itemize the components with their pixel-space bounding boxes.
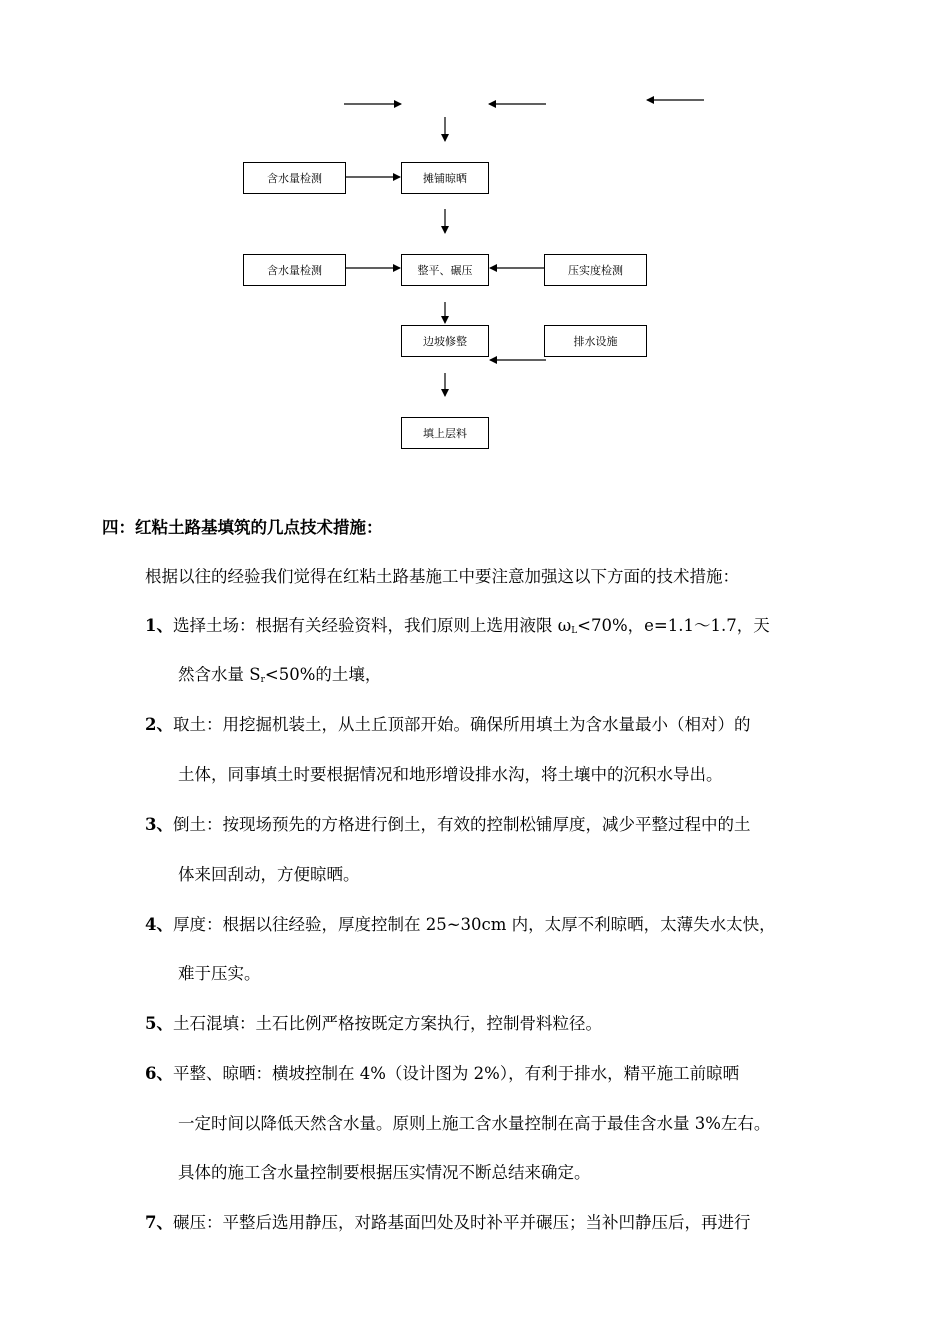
- item-3-line-1: [145, 814, 750, 836]
- item-2-number: 2、: [145, 715, 173, 734]
- item-7-number: 7、: [145, 1213, 173, 1232]
- item-2-text-1: 取土：用挖掘机装土，从土丘顶部开始。确保所用填土为含水量最小（相对）的: [172, 715, 751, 734]
- item-5-number: 5、: [145, 1014, 173, 1033]
- item-2-line-1: [145, 714, 750, 736]
- item-6-line-1: [145, 1063, 739, 1085]
- item-1-number: 1、: [145, 616, 173, 635]
- box-spread-dry: 摊铺晾晒: [401, 162, 489, 194]
- box-drainage: 排水设施: [544, 325, 647, 357]
- item-1-subscript-r: r: [260, 675, 265, 685]
- item-1-text-a: 选择土场：根据有关经验资料，我们原则上选用液限 ω: [172, 616, 572, 635]
- item-4-number: 4、: [145, 915, 173, 934]
- flowchart-arrows: [0, 0, 950, 480]
- item-1-line-2-a: 然含水量 S: [178, 665, 261, 684]
- item-1-text-b: <70%，e=1.1～1.7，天: [577, 616, 770, 635]
- item-4-text-1: 厚度：根据以往经验，厚度控制在 25~30cm 内，太厚不利晾晒，太薄失水太快，: [172, 915, 776, 934]
- item-1-subscript-l: L: [571, 626, 578, 636]
- item-2-line-2: 土体，同事填土时要根据情况和地形增设排水沟，将土壤中的沉积水导出。: [178, 765, 723, 784]
- item-1-line-2: [178, 664, 381, 691]
- item-1-line-1: [145, 615, 770, 642]
- intro-paragraph: 根据以往的经验我们觉得在红粘土路基施工中要注意加强这以下方面的技术措施：: [145, 567, 739, 586]
- item-3-number: 3、: [145, 815, 173, 834]
- item-3-line-2: 体来回刮动，方便晾晒。: [178, 865, 360, 884]
- item-6-line-2: 一定时间以降低天然含水量。原则上施工含水量控制在高于最佳含水量 3%左右。: [178, 1114, 771, 1133]
- item-6-line-3: 具体的施工含水量控制要根据压实情况不断总结来确定。: [178, 1163, 591, 1182]
- item-6-number: 6、: [145, 1064, 173, 1083]
- box-compaction-test: 压实度检测: [544, 254, 647, 286]
- box-level-compact: 整平、碾压: [401, 254, 489, 286]
- item-5-line-1: [145, 1013, 602, 1035]
- item-4-line-2: 难于压实。: [178, 964, 261, 983]
- box-slope-trim: 边坡修整: [401, 325, 489, 357]
- item-7-line-1: [145, 1212, 750, 1234]
- item-3-text-1: 倒土：按现场预先的方格进行倒土，有效的控制松铺厚度，减少平整过程中的土: [172, 815, 751, 834]
- item-1-line-2-b: <50%的土壤，: [264, 665, 382, 684]
- item-5-text-1: 土石混填：土石比例严格按既定方案执行，控制骨料粒径。: [172, 1014, 602, 1033]
- section-heading: 四：红粘土路基填筑的几点技术措施：: [102, 518, 383, 537]
- item-7-text-1: 碾压：平整后选用静压，对路基面凹处及时补平并碾压；当补凹静压后，再进行: [172, 1213, 751, 1232]
- item-4-line-1: [145, 914, 776, 936]
- item-6-text-1: 平整、晾晒：横坡控制在 4%（设计图为 2%），有利于排水，精平施工前晾晒: [172, 1064, 740, 1083]
- box-fill-next-layer: 填上层料: [401, 417, 489, 449]
- box-moisture-check-1: 含水量检测: [243, 162, 346, 194]
- box-moisture-check-2: 含水量检测: [243, 254, 346, 286]
